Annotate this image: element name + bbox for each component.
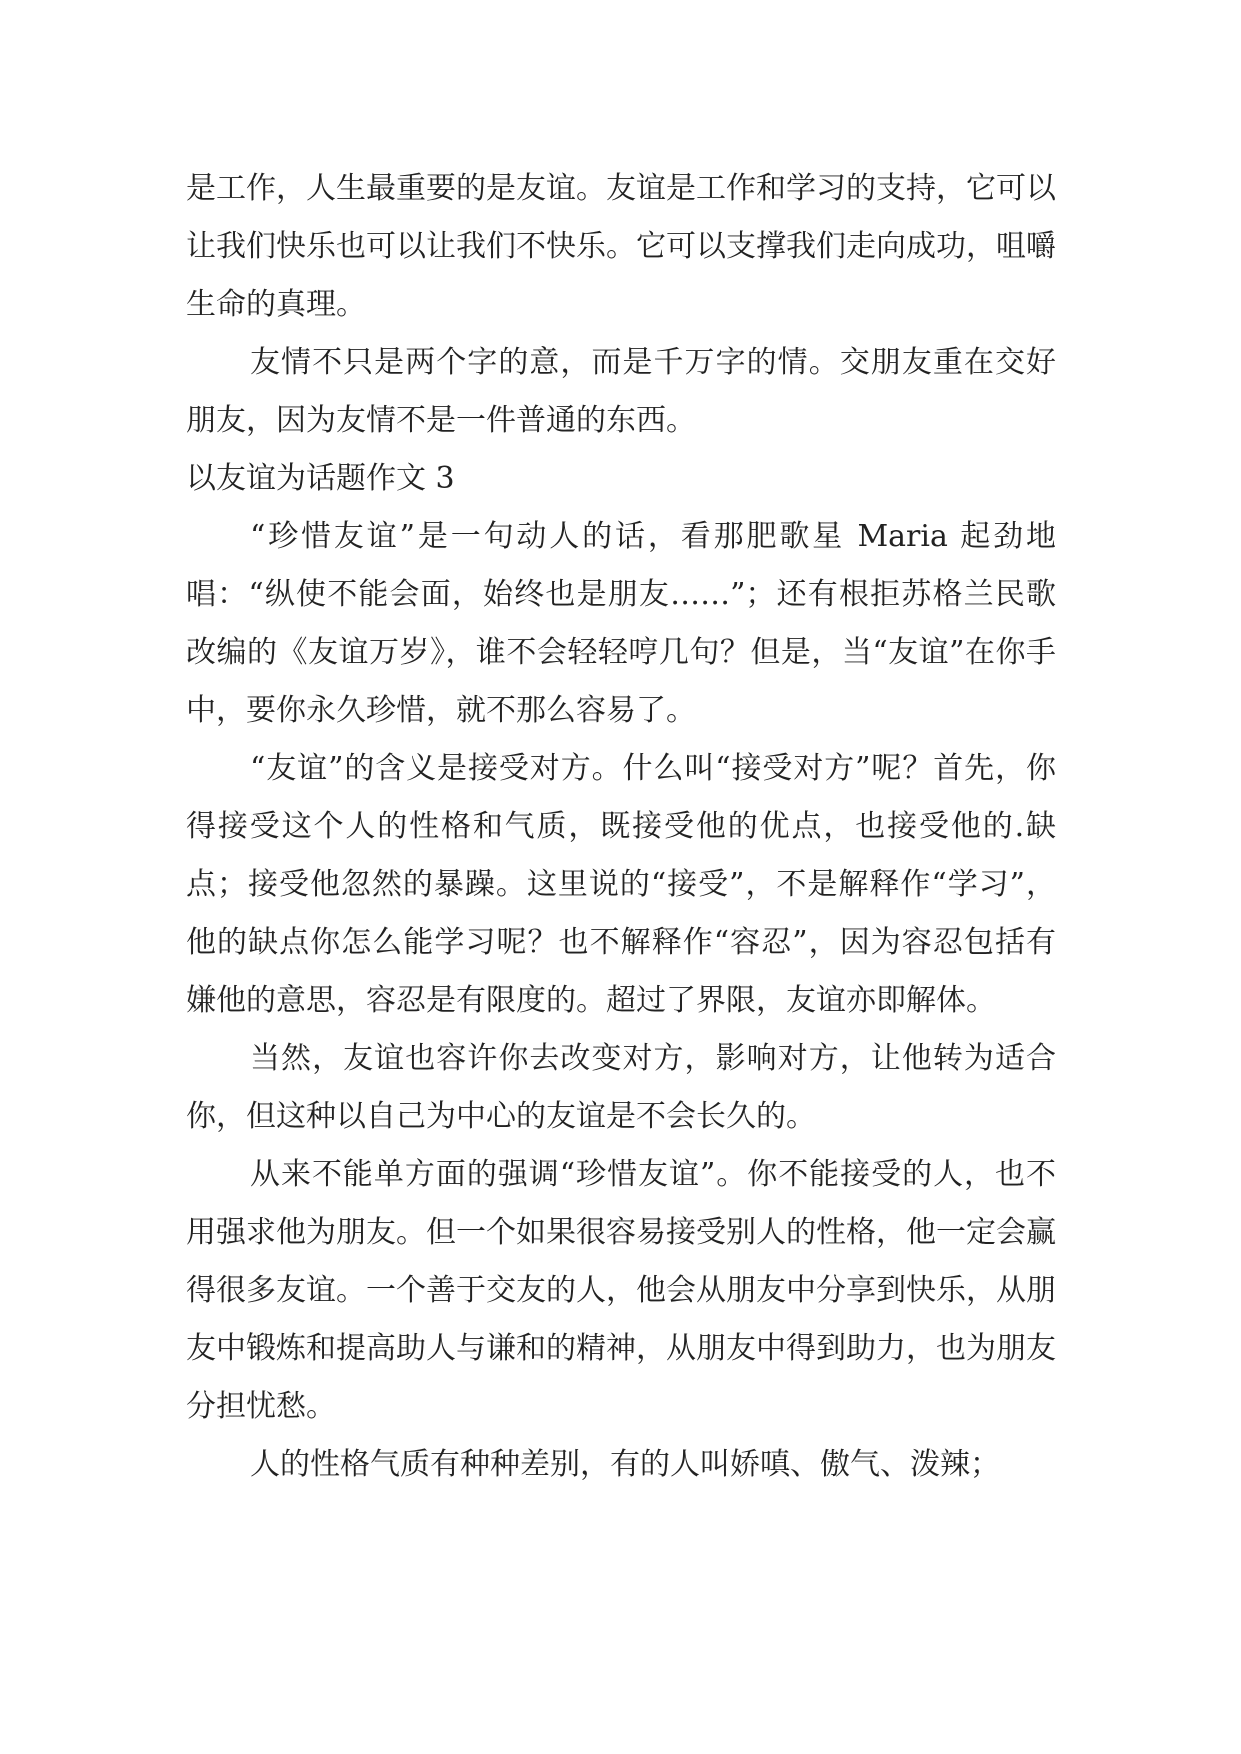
- paragraph-one-sided: 从来不能单方面的强调“珍惜友谊”。你不能接受的人，也不用强求他为朋友。但一个如果很容易接受别人的性格，他一定会赢得很多友谊。一个善于交友的人，他会从朋友中分享到快乐，从朋友中锻炼和提高助人与谦和的精神，从朋友中得到助力，也为朋友分担忧愁。: [186, 1157, 1056, 1424]
- paragraph-friendship-meaning: 友情不只是两个字的意，而是千万字的情。交朋友重在交好朋友，因为友情不是一件普通的东西。: [186, 345, 1056, 438]
- paragraph-change-other: 当然，友谊也容许你去改变对方，影响对方，让他转为适合你，但这种以自己为中心的友谊是不会长久的。: [186, 1041, 1056, 1134]
- paragraph-cherish-friendship: “珍惜友谊”是一句动人的话，看那肥歌星 Maria 起劲地唱：“纵使不能会面，始终也是朋友……”；还有根拒苏格兰民歌改编的《友谊万岁》，谁不会轻轻哼几句？但是，当“友谊”在你手中，要你永久珍惜，就不那么容易了。: [186, 519, 1056, 728]
- paragraph-temperament: 人的性格气质有种种差别，有的人叫娇嗔、傲气、泼辣；: [250, 1447, 1000, 1482]
- essay-body: [186, 160, 1056, 1494]
- paragraph-accept-other: “友谊”的含义是接受对方。什么叫“接受对方”呢？首先，你得接受这个人的性格和气质，既接受他的优点，也接受他的.缺点；接受他忽然的暴躁。这里说的“接受”，不是解释作“学习”，他的缺点你怎么能学习呢？也不解释作“容忍”，因为容忍包括有嫌他的意思，容忍是有限度的。超过了界限，友谊亦即解体。: [186, 751, 1056, 1018]
- essay-title: 以友谊为话题作文 3: [186, 461, 455, 496]
- paragraph-continuation: 是工作，人生最重要的是友谊。友谊是工作和学习的支持，它可以让我们快乐也可以让我们不快乐。它可以支撑我们走向成功，咀嚼生命的真理。: [186, 171, 1056, 322]
